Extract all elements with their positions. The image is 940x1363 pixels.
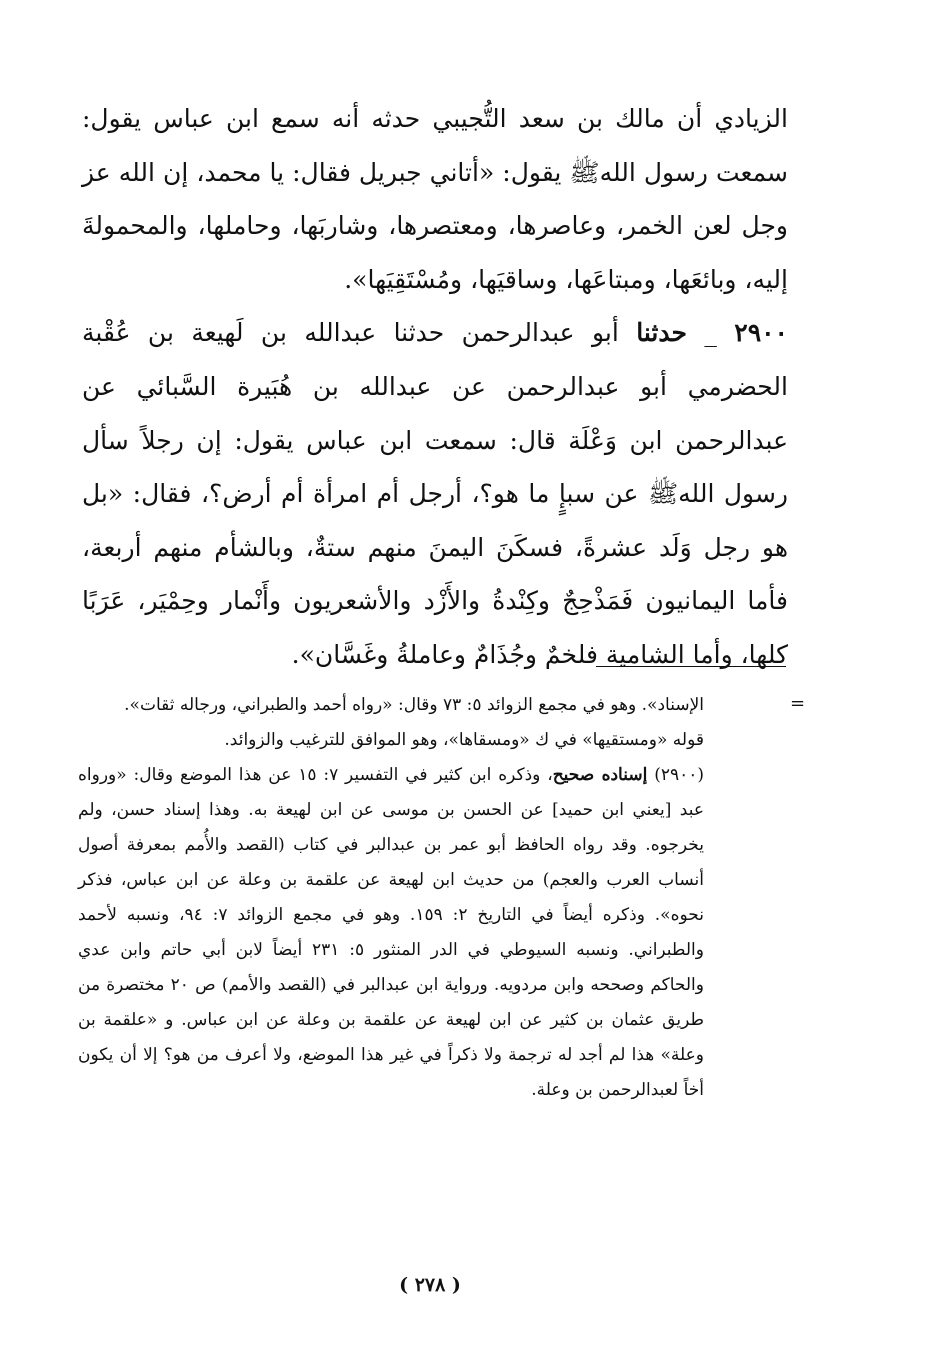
main-paragraph-2 — [82, 306, 788, 681]
footnote-prev-line-1: الإسناد». وهو في مجمع الزوائد ٥: ٧٣ وقال: «رواه أحمد والطبراني، ورجاله ثقات». — [124, 695, 704, 715]
footnote-continuation-mark: = — [790, 693, 806, 714]
main-paragraph-1: الزيادي أن مالك بن سعد التُّجيبي حدثه أنه سمع ابن عباس يقول: سمعت رسول اللهﷺ يقول: «أتاني جبريل فقال: يا محمد، إن الله عز وجل لعن الخمر، وعاصرها، ومعتصرها، وشاربَها، وحاملها، والمحمولةَ إليه، وبائعَها، ومبتاعَها، وساقيَها، ومُسْتَقِيَها». — [82, 104, 788, 294]
main-text — [82, 92, 788, 682]
footnote-prev-line-2: قوله «ومستقيها» في ك «ومسقاها»، وهو الموافق للترغيب والزوائد. — [224, 730, 704, 750]
hadith-text: أبو عبدالرحمن حدثنا عبدالله بن لَهيعة بن عُقْبة الحضرمي أبو عبدالرحمن عن عبدالله بن هُبَيرة السَّبائي عن عبدالرحمن ابن وَعْلَة قال: سمعت ابن عباس يقول: إن رجلاً سأل رسول اللهﷺ عن سبإٍ ما هو؟، أرجل أم امرأة أم أرض؟، فقال: «بل هو رجل وَلَد عشرةً، فسكَنَ اليمنَ منهم ستةٌ، وبالشأم منهم أربعة، فأما اليمانيون فَمَذْحِجٌ وكِنْدةُ والأَزْد والأشعريون وأَنْمار وحِمْيَر، عَرَبًا كلها، وأما الشامية فلخمٌ وجُذَامٌ وعاملةُ وغَسَّان». — [82, 318, 788, 669]
footnote-2900 — [78, 758, 704, 1108]
footnote-2900-number: (٢٩٠٠) — [654, 765, 705, 785]
footnote-2900-text: ، وذكره ابن كثير في التفسير ٧: ١٥ عن هذا الموضع وقال: «ورواه عبد [يعني ابن حميد] عن الحسن بن موسى عن ابن لهيعة به. وهذا إسناد حسن، ولم يخرجوه. وقد رواه الحافظ أبو عمر بن عبدالبر في كتاب (القصد والأُمم بمعرفة أصول أنساب العرب والعجم) من حديث ابن لهيعة عن علقمة بن وعلة عن ابن عباس، فذكر نحوه». وذكره أيضاً في التاريخ ٢: ١٥٩. وهو في مجمع الزوائد ٧: ٩٤، ونسبه لأحمد والطبراني. ونسبه السيوطي في الدر المنثور ٥: ٢٣١ أيضاً لابن أبي حاتم وابن عدي والحاكم وصححه وابن مردويه. ورواية ابن عبدالبر في (القصد والأمم) ص ٢٠ مختصرة من طريق عثمان بن كثير عن ابن لهيعة عن علقمة بن وعلة عن ابن عباس. و «علقمة بن وعلة» هذا لم أجد له ترجمة ولا ذكراً في غير هذا الموضع، ولا أعرف من هو؟ إلا أن يكون أخاً لعبدالرحمن بن وعلة. — [78, 765, 704, 1100]
hadith-dash: _ — [686, 318, 735, 348]
footnotes — [78, 688, 704, 1108]
footnote-divider — [596, 666, 786, 667]
footnote-2900-verdict: إسناده صحيح — [552, 765, 648, 785]
haddathana-word: حدثنا — [636, 318, 687, 348]
hadith-number: ٢٩٠٠ — [734, 318, 788, 348]
page-number: ( ٢٧٨ ) — [399, 1274, 461, 1296]
